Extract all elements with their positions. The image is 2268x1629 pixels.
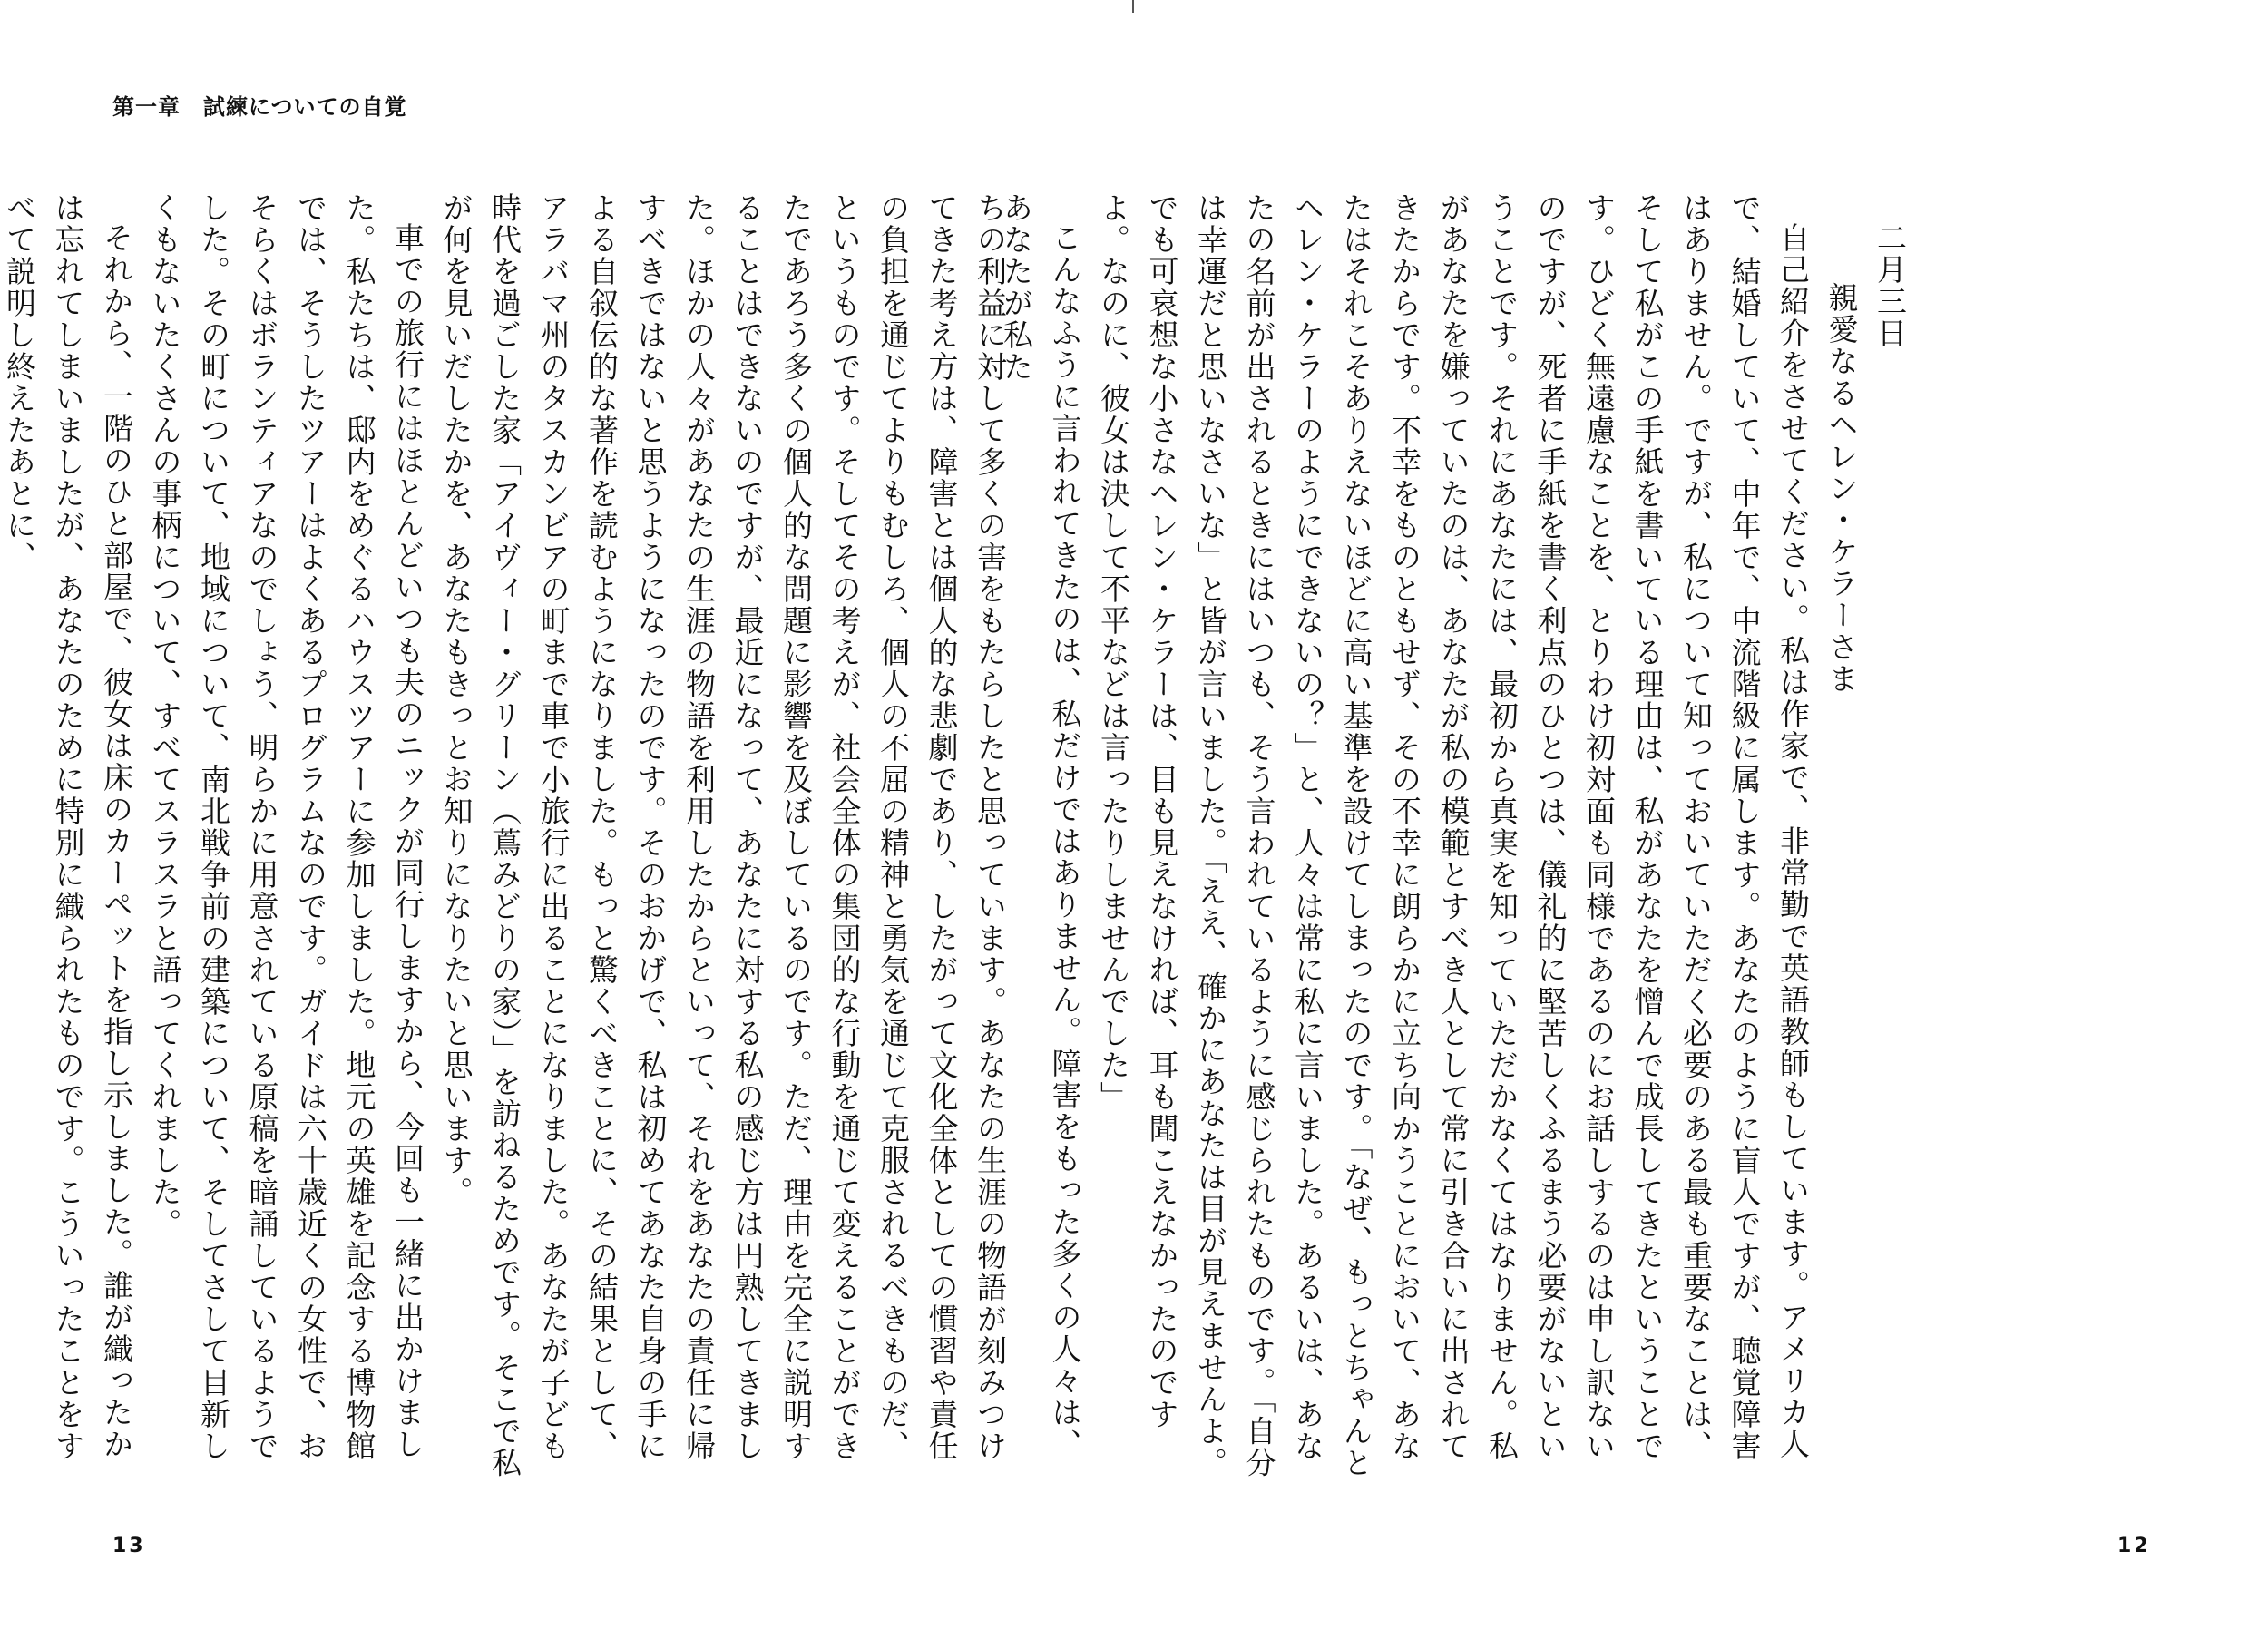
- gutter-mark: [1132, 0, 1134, 13]
- page-number-left: 13: [112, 1535, 146, 1557]
- page-number-right: 12: [2117, 1535, 2151, 1557]
- letter-date: 二月三日: [1872, 222, 1908, 349]
- paragraph: ちの利益に対して多くの害をもたらしたと思っています。あなたの生涯の物語が刻みつけてきた考え方は、障害とは個人的な悲劇であり、したがって文化全体としての慣習や責任の負担を通じてよりもむしろ、個人の不屈の精神と勇気を通じて克服されるべきものだ、というものです。そしてその考えが、社会全体の集団的な行動を通じて変えることができたであろう多くの個人的な問題に影響を及ぼしているのです。ただ、理由を完全に説明することはできないのですが、最近になって、あなたに対する私の感じ方は円熟してきました。ほかの人々があなたの生涯の物語を利用したからといって、それをあなたの責任に帰すべきではないと思うようになったのです。そのおかげで、私は初めてあなた自身の手による自叙伝的な著作を読むようになりました。もっと驚くべきことに、その結果として、アラバマ州のタスカンビアの町まで車で小旅行に出ることになりました。あなたが子ども時代を過ごした家「アイヴィー・グリーン（蔦みどりの家）」を訪ねるためです。そこで私が何を見いだしたかを、あなたもきっとお知りになりたいと思います。: [438, 192, 1008, 1479]
- right-page-body: [999, 192, 1914, 1489]
- paragraph: 車での旅行にはほとんどいつも夫のニックが同行しますから、今回も一緒に出かけました。私たちは、邸内をめぐるハウスツアーに参加しました。地元の英雄を記念する博物館では、そうしたツアーはよくあるプログラムなのです。ガイドは六十歳近くの女性で、おそらくはボランティアなのでしょう、明らかに用意されている原稿を暗誦しているようでした。その町について、地域について、南北戦争前の建築について、そしてさして目新しくもないたくさんの事柄について、すべてスラスラと語ってくれました。: [147, 192, 425, 1462]
- paragraph: こんなふうに言われてきたのは、私だけではありません。障害をもった多くの人々は、あなたが私た: [999, 192, 1083, 1460]
- letter-salutation: 親愛なるヘレン・ケラーさま: [1823, 282, 1860, 695]
- running-head: 第一章 試練についての自覚: [112, 94, 407, 120]
- paragraph: 自己紹介をさせてください。私は作家で、非常勤で英語教師もしています。アメリカ人で、結婚していて、中年で、中流階級に属します。あなたのように盲人ですが、聴覚障害はありません。ですが、私について知っておいていただく必要のある最も重要なことは、そして私がこの手紙を書いている理由は、私があなたを憎んで成長してきたということです。ひどく無遠慮なことを、とりわけ初対面も同様であるのにお話しするのは申し訳ないのですが、死者に手紙を書く利点のひとつは、儀礼的に堅苦しくふるまう必要がないということです。それにあなたには、最初から真実を知っていただかなくてはなりません。私があなたを嫌っていたのは、あなたが私の模範とすべき人として常に引き合いに出されてきたからです。不幸をものともせず、その不幸に朗らかに立ち向かうことにおいて、あなたはそれこそありえないほどに高い基準を設けてしまったのです。「なぜ、もっとちゃんとヘレン・ケラーのようにできないの？」と、人々は常に私に言いました。あるいは、あなたの名前が出されるときにはいつも、そう言われているように感じられたものです。「自分は幸運だと思いなさいな」と皆が言いました。「ええ、確かにあなたは目が見えませんよ。でも可哀想な小さなヘレン・ケラーは、目も見えなければ、耳も聞こえなかったのですよ。なのに、彼女は決して不平などは言ったりしませんでした」: [1096, 192, 1811, 1479]
- paragraph: それから、一階のひと部屋で、彼女は床のカーペットを指し示しました。誰が織ったかは忘れてしまいましたが、あなたのために特別に織られたものです。こういったことをすべて説明し終えたあとに、: [2, 192, 134, 1462]
- left-page-body: [2, 192, 1014, 1489]
